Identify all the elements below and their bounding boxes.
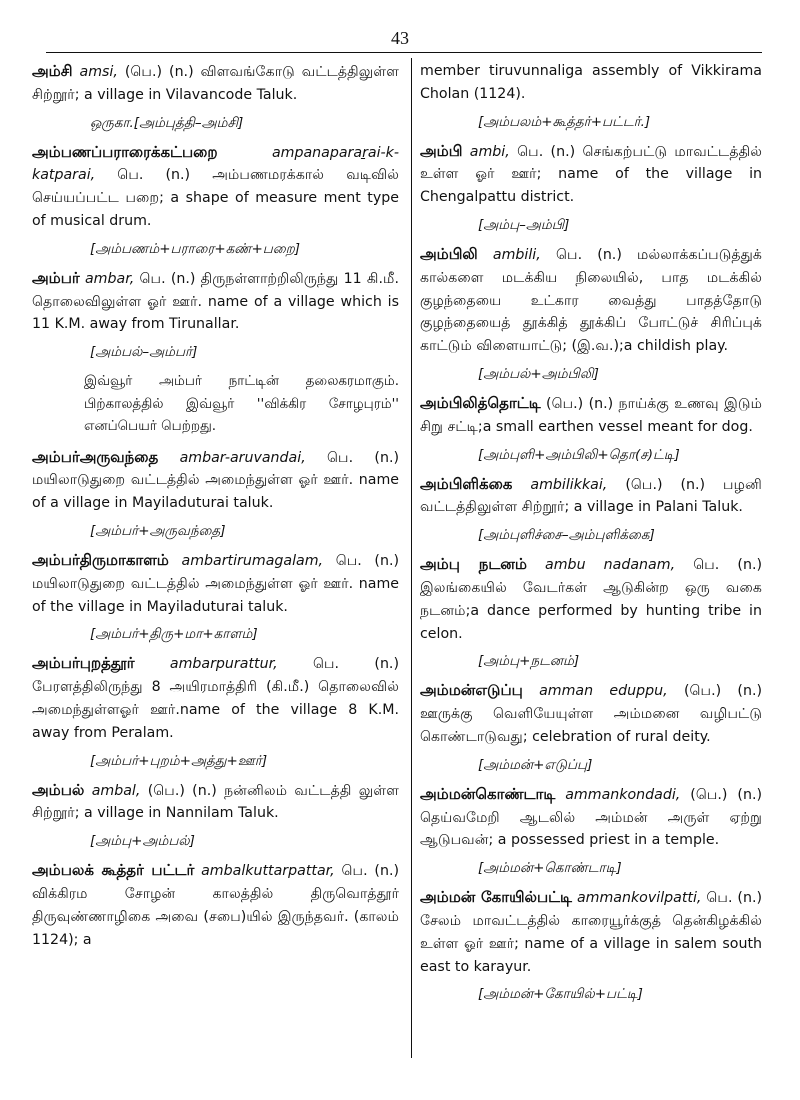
entry-headword: அம்பர் bbox=[32, 268, 80, 287]
entry-transliteration: amsi, bbox=[79, 64, 118, 80]
entry-etymology: ஒருகா.[அம்புத்தி–அம்சி] bbox=[90, 114, 244, 131]
entry-headword: அம்பி bbox=[420, 141, 463, 160]
entry-definition: (பெ.) (n.) பழனி வட்டத்திலுள்ள சிற்றூர்; a village in Palani Taluk. bbox=[420, 476, 763, 516]
entry-definition: பெ. (n.) பேரளத்திலிருந்து 8 அயிரமாத்திரி (கி.மீ.) தொலைவில் அமைந்துள்ளஓர் ஊர்.name of the village 8 K.M. away from Peralam. bbox=[32, 656, 399, 741]
entry-headword: அம்பர்திருமாகாளம் bbox=[32, 551, 169, 570]
dictionary-entry bbox=[420, 392, 762, 439]
entry-definition: பெ. (n.) அம்பணமரக்கால் வடிவில் செய்யப்பட்ட பறை; a shape of measure ment type of musical drum. bbox=[32, 167, 399, 229]
dictionary-entry bbox=[420, 243, 762, 358]
entry-headword: அம்சி bbox=[32, 62, 73, 80]
dictionary-entry bbox=[420, 473, 762, 520]
entry-definition: பெ. (n.) செங்கற்பட்டு மாவட்டத்தில் உள்ள ஓர் ஊர்; name of the village in Chengalpattu district. bbox=[420, 143, 762, 206]
entry-transliteration: ambarpurattur, bbox=[169, 656, 278, 673]
entry-headword: அம்பர்புறத்தூர் bbox=[32, 654, 135, 673]
entry-etymology: [அம்பர்+திரு+மா+காளம்] bbox=[90, 626, 258, 643]
entry-headword: அம்பு நடனம் bbox=[420, 555, 527, 574]
entry-etymology: [அம்பு+நடனம்] bbox=[478, 653, 580, 670]
dictionary-entry bbox=[420, 783, 762, 852]
dictionary-entry bbox=[32, 60, 399, 107]
dictionary-entry bbox=[420, 60, 762, 106]
entry-etymology: [அம்பலம்+கூத்தர்+பட்டர்.] bbox=[478, 113, 651, 130]
entry-transliteration: ampanaparaṟai-k-katparai, bbox=[32, 144, 399, 184]
dictionary-entry bbox=[32, 141, 399, 233]
right-column bbox=[420, 60, 762, 1012]
entry-definition: member tiruvunnaliga assembly of Vikkirama Cholan (1124). bbox=[420, 63, 762, 102]
entry-etymology: [அம்பர்+புறம்+அத்து+ஊர்] bbox=[90, 752, 268, 769]
dictionary-entry bbox=[420, 553, 762, 645]
page-number: 43 bbox=[391, 28, 409, 48]
entry-etymology: [அம்பு+அம்பல்] bbox=[90, 833, 195, 850]
entry-transliteration: ambilikkai, bbox=[530, 476, 608, 493]
entry-headword: அம்பணப்பராரைக்கட்பறை bbox=[32, 142, 218, 161]
entry-definition: பெ. (n.) மல்லாக்கப்படுத்துக் கால்களை மடக்கிய நிலையில், பாத மடக்கில் குழந்தையை உட்கார வைத்து பாதத்தோடு குழந்தையைத் தூக்கித் தூக்கிப் போட்டுச் சிரிப்புக் காட்டும் விளையாட்டு; (இ.வ.);a childish play. bbox=[420, 246, 762, 355]
entry-definition: (பெ.) (n.) நாய்க்கு உணவு இடும் சிறு சட்டி;a small earthen vessel meant for dog. bbox=[420, 395, 762, 435]
entry-etymology: [அம்புளிச்சை–அம்புளிக்கை] bbox=[478, 527, 655, 544]
entry-transliteration: ammankovilpatti, bbox=[576, 890, 702, 907]
entry-headword: அம்பல் bbox=[32, 780, 85, 799]
dictionary-entry bbox=[32, 549, 399, 618]
entry-definition: பெ. (n.) மயிலாடுதுறை வட்டத்தில் அமைந்துள்ள ஓர் ஊர். name of the village in Mayiladuturai taluk. bbox=[32, 553, 399, 615]
entry-etymology: [அம்மன்+கோயில்+பட்டி] bbox=[478, 986, 643, 1003]
dictionary-entry bbox=[420, 886, 762, 978]
entry-transliteration: ambal, bbox=[91, 782, 141, 799]
column-divider bbox=[411, 58, 412, 1058]
left-column bbox=[32, 60, 399, 951]
entry-transliteration: ambartirumagalam, bbox=[181, 553, 324, 570]
entry-etymology: [அம்பர்+அருவந்தை] bbox=[90, 523, 226, 540]
entry-headword: அம்மன் கோயில்பட்டி bbox=[420, 888, 572, 907]
entry-etymology: [அம்புளி+அம்பிலி+தொ(ச)ட்டி] bbox=[478, 446, 680, 463]
entry-etymology: [அம்பல்+அம்பிலி] bbox=[478, 365, 599, 382]
dictionary-entry bbox=[420, 679, 762, 748]
entry-definition: பெ. (n.) சேலம் மாவட்டத்தில் காரையூர்க்குத் தென்கிழக்கில் உள்ள ஓர் ஊர்; name of a village in salem south east to karayur. bbox=[420, 890, 762, 975]
entry-headword: அம்மன்கொண்டாடி bbox=[420, 784, 556, 803]
entry-headword: அம்பலக் கூத்தர் பட்டர் bbox=[32, 861, 195, 880]
entry-transliteration: amman eduppu, bbox=[539, 683, 668, 700]
header-rule bbox=[46, 52, 762, 53]
dictionary-entry bbox=[32, 779, 399, 826]
entry-headword: அம்பிலி bbox=[420, 244, 478, 263]
dictionary-entry bbox=[32, 446, 399, 515]
entry-headword: அம்பர்அருவந்தை bbox=[32, 447, 159, 466]
entry-definition: பெ. (n.) விக்கிரம சோழன் காலத்தில் திருவொத்தூர் திருவுண்ணாழிகை அவை (சபை)யில் இருந்தவர். (காலம் 1124); a bbox=[32, 863, 399, 948]
entry-definition: பெ. (n.) திருநள்ளாற்றிலிருந்து 11 கி.மீ. தொலைவிலுள்ள ஓர் ஊர். name of a village which is 11 K.M. away from Tirunallar. bbox=[32, 270, 399, 333]
entry-definition: (பெ.) (n.) ஊருக்கு வெளியேயுள்ள அம்மனை வழிபட்டு கொண்டாடுவது; celebration of rural deity. bbox=[420, 683, 762, 745]
entry-etymology: [அம்பணம்+பராரை+கண்+பறை] bbox=[90, 240, 301, 257]
entry-etymology: [அம்மன்+கொண்டாடி] bbox=[478, 860, 622, 877]
entry-transliteration: ambi, bbox=[469, 143, 510, 160]
dictionary-entry bbox=[32, 859, 399, 951]
entry-transliteration: ambu nadanam, bbox=[545, 557, 676, 574]
entry-transliteration: ambar-aruvandai, bbox=[179, 449, 306, 466]
entry-transliteration: ambar, bbox=[84, 270, 135, 287]
entry-definition: பெ. (n.) மயிலாடுதுறை வட்டத்தில் அமைந்துள்ள ஓர் ஊர். name of a village in Mayiladuturai taluk. bbox=[32, 449, 399, 512]
entry-transliteration: ambili, bbox=[492, 246, 541, 263]
entry-etymology: [அம்பு–அம்பி] bbox=[478, 216, 570, 233]
entry-definition: (பெ.) (n.) நன்னிலம் வட்டத்தி லுள்ள சிற்றூர்; a village in Nannilam Taluk. bbox=[32, 782, 399, 822]
entry-etymology: [அம்பல்–அம்பர்] bbox=[90, 344, 198, 361]
entry-headword: அம்மன்எடுப்பு bbox=[420, 681, 523, 700]
entry-definition: (பெ.) (n.) விளவங்கோடு வட்டத்திலுள்ள சிற்றூர்; a village in Vilavancode Taluk. bbox=[32, 64, 400, 103]
entry-transliteration: ambalkuttarpattar, bbox=[201, 863, 335, 880]
entry-definition: பெ. (n.) இலங்கையில் வேடர்கள் ஆடுகின்ற ஒரு வகை நடனம்;a dance performed by hunting tribe in celon. bbox=[420, 557, 762, 642]
entry-note: இவ்வூர் அம்பர் நாட்டின் தலைகரமாகும். பிற்காலத்தில் இவ்வூர் ''விக்கிர சோழபுரம்'' எனப்பெயர் பெற்றது. bbox=[84, 373, 399, 435]
entry-etymology: [அம்மன்+எடுப்பு] bbox=[478, 756, 593, 773]
entry-transliteration: ammankondadi, bbox=[565, 786, 681, 803]
dictionary-entry bbox=[32, 267, 399, 336]
entry-headword: அம்பிளிக்கை bbox=[420, 474, 513, 493]
entry-headword: அம்பிலித்தொட்டி bbox=[420, 393, 541, 412]
dictionary-entry bbox=[32, 652, 399, 744]
dictionary-entry bbox=[420, 140, 762, 209]
entry-definition: (பெ.) (n.) தெய்வமேறி ஆடலில் அம்மன் அருள் ஏற்று ஆடுபவன்; a possessed priest in a temple. bbox=[420, 786, 762, 849]
